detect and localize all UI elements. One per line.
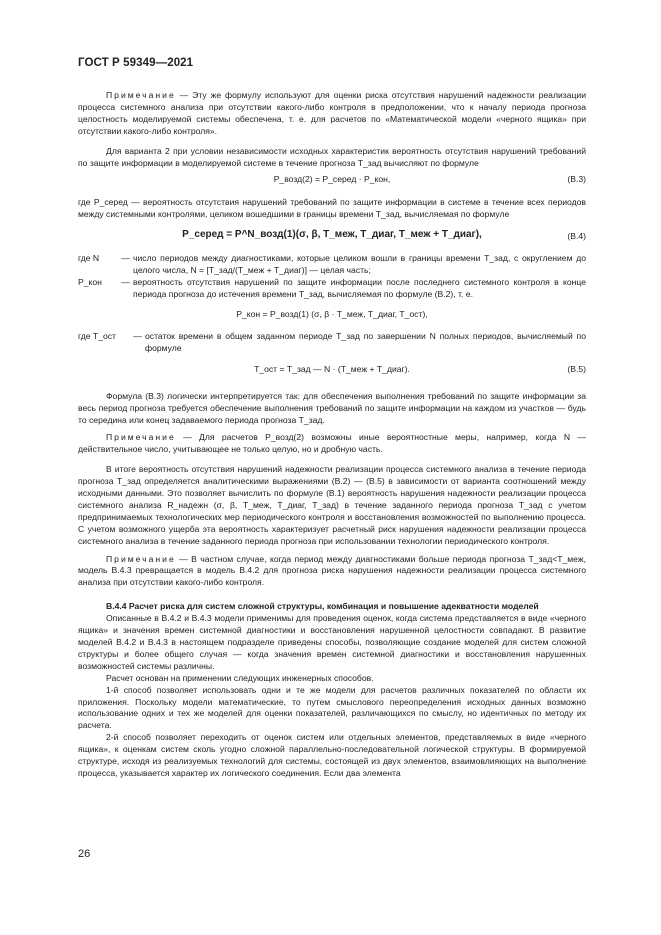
paragraph-where-pser: где P_серед — вероятность отсутствия нарушений требований по защите информации в системе в течение всех периодов между системными контролями, целиком вошедшими в границы времени T_зад, вычисляемая по формуле	[78, 197, 586, 220]
definition-tost-term: где T_ост	[78, 330, 116, 341]
formula-b4	[78, 221, 586, 247]
formula-pkon	[78, 301, 586, 327]
formula-b5-number: (В.5)	[567, 363, 586, 374]
section-title: В.4.4 Расчет риска для систем сложной структуры, комбинация и повышение адекватности моделей	[106, 601, 539, 612]
formula-b3	[78, 169, 586, 191]
note-label: Примечание	[106, 553, 176, 564]
formula-b3-number: (В.3)	[567, 174, 586, 185]
note-1-text: — Эту же формулу используют для оценки риска отсутствия нарушений надежности реализации процесса системного анализа при отсутствии какого-либо контроля в предположении, что к началу периода прогноза целостность моделируемой системы обеспечена, т. е. для расчетов по «Математической модели «черного ящика» при отсутствии какого-либо контроля».	[78, 90, 586, 136]
formula-b5-expr: T_ост = T_зад — N · (T_меж + T_диаг).	[254, 363, 410, 374]
paragraph-s4: 2-й способ позволяет переходить от оценок систем или отдельных элементов, представляемых в виде «черного ящика», к оценкам систем сколь угодно сложной параллельно-последовательной логической структуры. В формируемой структуре, исходя из реализуемых технологий для системы, состоящей из двух элементов, взаимовлияющих на выполнение процесса, указывается характер их логического соединения. Если два элемента	[78, 732, 586, 778]
paragraph-s2: Расчет основан на применении следующих инженерных способов.	[106, 672, 374, 683]
note-2	[78, 432, 586, 456]
paragraph-itog: В итоге вероятность отсутствия нарушений надежности реализации процесса системного анализа в течение периода прогноза T_зад определяется аналитическими выражениями (В.2) — (В.5) в зависимости от варианта соотношений между исходными данными. Это позволяет вычислить по формуле (В.1) вероятность нарушения надежности реализации процесса системного анализа R_надежн (σ, β, T_меж, T_диаг, T_зад) в течение заданного периода прогноза T_зад с учетом предпринимаемых технологических мер периодического контроля и восстановления возможностей по выполнению процесса. С учетом возможного ущерба эта вероятность характеризует расчетный риск нарушения надежности реализации процесса системного анализа в течение заданного периода прогноза при использовании технологии периодического контроля.	[78, 464, 586, 546]
definition-n-term: где N	[78, 253, 100, 264]
note-1	[78, 90, 586, 138]
definition-n: где N — число периодов между диагностиками, которые целиком вошли в границы времени T_зад, с округлением до целого числа, N = [T_зад/(T_меж + T_диаг)] — целая часть;	[78, 253, 586, 276]
definition-tost: где T_ост — остаток времени в общем заданном периоде T_зад по завершении N полных периодов, вычисляемый по формуле	[78, 330, 586, 353]
paragraph-variant2: Для варианта 2 при условии независимости исходных характеристик вероятность отсутствия нарушений требований по защите информации в моделируемой системе в течение прогноза T_зад вычисляют по формуле	[78, 145, 586, 168]
definition-tost-text: остаток времени в общем заданном периоде T_зад по завершении N полных периодов, вычисляемый по формуле	[145, 330, 586, 353]
note-3-text: — В частном случае, когда период между диагностиками больше периода прогноза T_зад<T_меж, модель В.4.3 превращается в модель В.4.2 для прогноза риска нарушения надежности реализации процесса системного анализа при отсутствии какого-либо контроля.	[78, 553, 586, 588]
paragraph-formula-b3: Формула (В.3) логически интерпретируется так: для обеспечения выполнения требований по защите информации за весь период прогноза требуется обеспечение выполнения требований по защите информации на каждом из участков — будь то середина или конец задаваемого периода прогноза T_зад.	[78, 390, 586, 425]
formula-b4-number: (В.4)	[567, 231, 586, 242]
formula-b3-expr: P_возд(2) = P_серед · P_кон,	[273, 174, 391, 185]
paragraph-s1: Описанные в В.4.2 и В.4.3 модели применимы для проведения оценок, когда система представляется в виде «черного ящика» и значения времен системной диагностики и восстановления нарушенной целостности совпадают. В развитие моделей В.4.2 и В.4.3 в настоящем подразделе приведены способы, позволяющие создание моделей для систем сложной структуры и более общего случая — когда значения времен системной диагностики и восстановления нарушенных возможностей системы различны.	[78, 613, 586, 671]
paragraph-s3: 1-й способ позволяет использовать одни и те же модели для расчетов различных показателей по области их приложения. Поскольку модели математические, то путем смыслового переопределения исходных данных возможно использование одних и тех же моделей для оценки показателей, различающихся по смыслу, но идентичных по методу их расчета.	[78, 684, 586, 731]
formula-pkon-expr: P_кон = P_возд(1) (σ, β · T_меж, T_диаг, T_ост),	[236, 308, 428, 319]
definition-pkon: P_кон — вероятность отсутствия нарушений по защите информации после последнего системного контроля в конце периода прогноза до истечения времени T_зад, вычисляемая по формуле (В.2), т. е.	[78, 277, 586, 299]
note-2-text: — Для расчетов P_возд(2) возможны иные вероятностные меры, например, когда N — действительное число, учитывающее не только целую, но и дробную часть.	[78, 432, 587, 455]
definition-pkon-text: вероятность отсутствия нарушений по защите информации после последнего системного контроля в конце периода прогноза до истечения времени T_зад, вычисляемая по формуле (В.2), т. е.	[133, 277, 586, 299]
page-number: 26	[78, 848, 91, 860]
formula-b4-expr: P_серед = P^N_возд(1)(σ, β, T_меж, T_диаг, T_меж + T_диаг),	[182, 229, 482, 241]
page-content	[78, 90, 586, 780]
formula-b5	[78, 355, 586, 381]
note-label: Примечание	[106, 90, 176, 100]
note-3	[78, 554, 586, 590]
definition-pkon-term: P_кон	[78, 277, 102, 288]
page-header: ГОСТ Р 59349—2021	[78, 57, 194, 69]
definition-n-text: число периодов между диагностиками, которые целиком вошли в границы времени T_зад, с округлением до целого числа, N = [T_зад/(T_меж + T_диаг)] — целая часть;	[133, 253, 586, 276]
note-label: Примечание	[106, 432, 176, 443]
